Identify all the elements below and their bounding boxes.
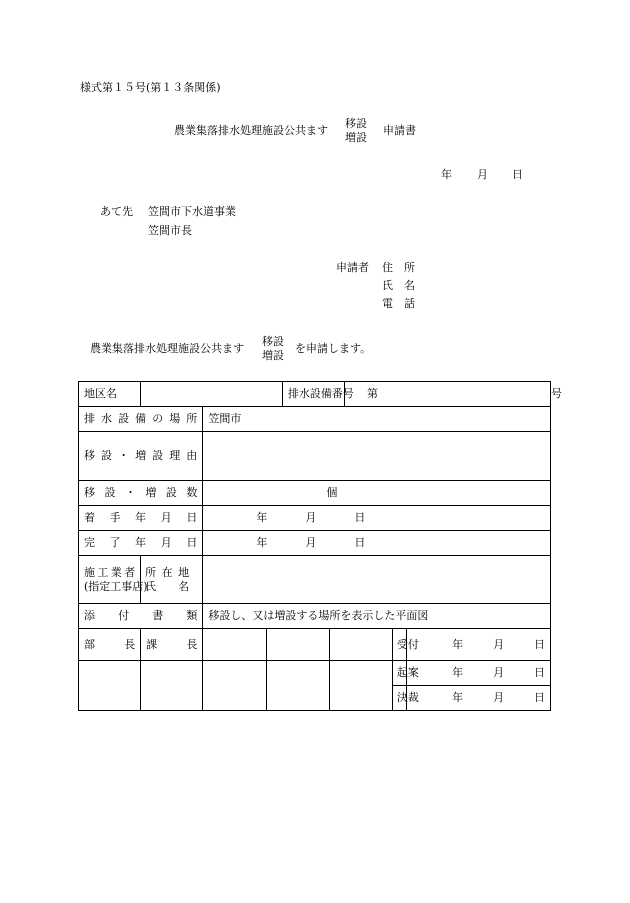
contractor-label: 施 工 業 者 (指定工事店) (79, 556, 141, 604)
equipment-no-suffix: 号 (551, 387, 562, 401)
finish-label: 完 了 年 月 日 (79, 531, 203, 556)
finish-date[interactable] (203, 531, 551, 556)
stamp-box[interactable] (203, 661, 266, 711)
title-suffix: 申請書 (383, 124, 416, 137)
date-year: 年 (441, 168, 452, 181)
director-label: 部 長 (79, 629, 141, 661)
approval-row (79, 629, 551, 661)
option-add: 増設 (345, 131, 367, 144)
contractor-value[interactable] (203, 556, 551, 604)
location-value[interactable]: 笠間市 (203, 407, 551, 432)
count-label: 移 設 ・ 増 設 数 (79, 481, 203, 506)
decision-date[interactable]: 年 月 日 (407, 686, 551, 711)
addressee-label: あて先 (100, 205, 133, 218)
chief-label: 課 長 (141, 629, 203, 661)
statement-option-move: 移設 (262, 335, 284, 348)
district-value[interactable] (141, 382, 283, 407)
contractor-name-label: 氏 名 (145, 579, 190, 593)
applicant-phone-label: 電 話 (382, 297, 415, 310)
table-row (79, 382, 551, 407)
equipment-no-label: 排水設備番号 (282, 382, 344, 407)
stamp-box[interactable] (266, 661, 329, 711)
start-year: 年 (256, 511, 268, 525)
table-row (79, 556, 551, 604)
start-day: 日 (354, 511, 366, 525)
statement-option-add: 増設 (262, 349, 284, 362)
addressee-org: 笠間市下水道事業 (148, 205, 236, 218)
addressee-title: 笠間市長 (148, 224, 192, 237)
finish-year: 年 (256, 536, 268, 550)
statement-suffix: を申請します。 (295, 342, 372, 355)
contractor-address-label: 所 在 地 (145, 566, 190, 580)
finish-month: 月 (305, 536, 317, 550)
chief-stamp[interactable] (141, 661, 203, 711)
reason-label: 移 設 ・ 増 設 理 由 (79, 432, 203, 481)
reason-value[interactable] (203, 432, 551, 481)
draft-label: 起案 (392, 661, 406, 686)
stamp-box[interactable] (329, 661, 392, 711)
statement-options (262, 336, 284, 361)
draft-date[interactable]: 年 月 日 (407, 661, 551, 686)
table-row (79, 531, 551, 556)
district-label: 地区名 (79, 382, 141, 407)
attachment-label: 添 付 書 類 (79, 604, 203, 629)
start-month: 月 (305, 511, 317, 525)
applicant-address-label: 住 所 (382, 261, 415, 274)
date-day: 日 (512, 168, 523, 181)
table-row (79, 432, 551, 481)
equipment-no-prefix: 第 (367, 387, 378, 401)
table-row (79, 506, 551, 531)
table-row (79, 604, 551, 629)
applicant-label: 申請者 (336, 261, 369, 274)
statement-prefix: 農業集落排水処理施設公共ます (90, 342, 244, 355)
applicant-name-label: 氏 名 (382, 279, 415, 292)
attachment-value: 移設し、又は増設する場所を表示した平面図 (203, 604, 551, 629)
receipt-date[interactable]: 年 月 日 (407, 629, 551, 661)
director-stamp[interactable] (79, 661, 141, 711)
title-options (345, 118, 367, 143)
table-row (79, 481, 551, 506)
date-month: 月 (477, 168, 488, 181)
application-table (78, 381, 562, 711)
receipt-label: 受付 (392, 629, 406, 661)
finish-day: 日 (354, 536, 366, 550)
table-row (79, 407, 551, 432)
stamp-box[interactable] (266, 629, 329, 661)
count-unit: 個 (326, 486, 338, 500)
start-date[interactable] (203, 506, 551, 531)
contractor-fields-label (141, 556, 203, 604)
stamp-box[interactable] (329, 629, 392, 661)
equipment-no-value[interactable] (345, 382, 562, 407)
location-label: 排 水 設 備 の 場 所 (79, 407, 203, 432)
approval-row (79, 661, 551, 686)
option-move: 移設 (345, 117, 367, 130)
form-number: 様式第１５号(第１３条関係) (80, 81, 221, 94)
stamp-box[interactable] (203, 629, 266, 661)
count-value[interactable] (203, 481, 551, 506)
title-prefix: 農業集落排水処理施設公共ます (174, 124, 328, 137)
start-label: 着 手 年 月 日 (79, 506, 203, 531)
decision-label: 決裁 (392, 686, 406, 711)
